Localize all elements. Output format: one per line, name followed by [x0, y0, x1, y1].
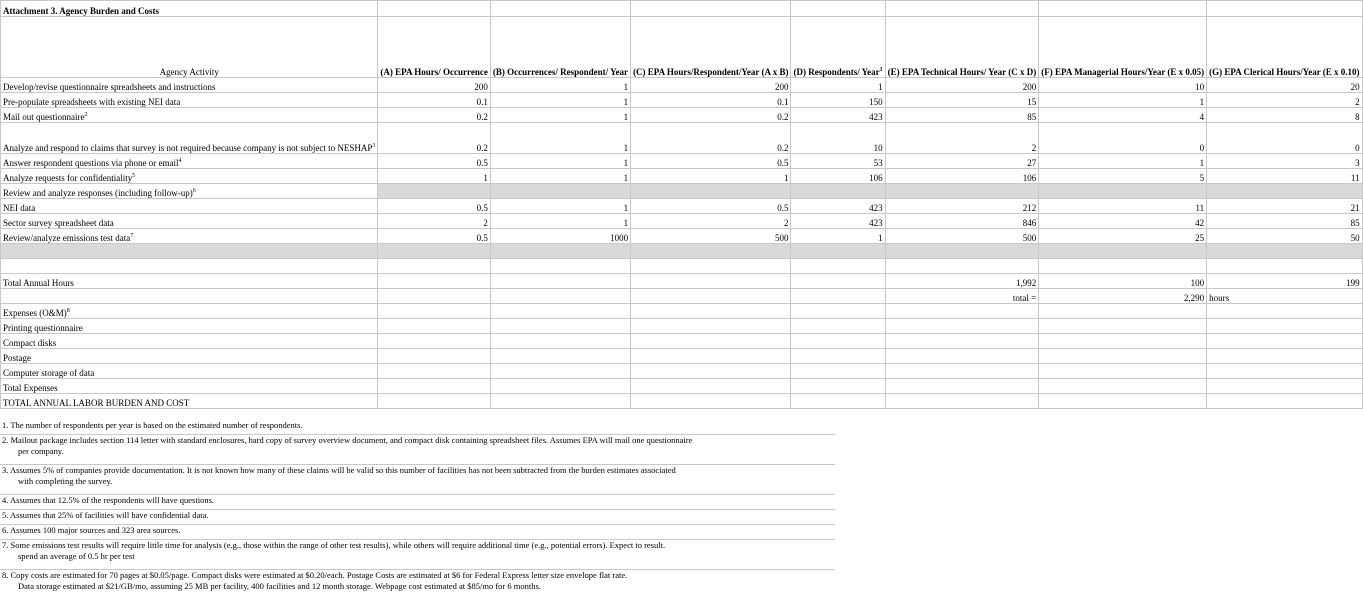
footnote: 5. Assumes that 25% of facilities will have confidential data.: [0, 510, 835, 525]
header-c: (C) EPA Hours/Respondent/Year (A x B): [631, 17, 791, 78]
footnote: 7. Some emissions test results will require little time for analysis (e.g., those within the range of other test results), while others will require additional time (e.g., potential errors). Expect to result. spend an average of 0.5 hr per test: [0, 540, 835, 570]
header-e: (E) EPA Technical Hours/ Year (C x D): [885, 17, 1039, 78]
list-item: Printing questionnaire: [1, 319, 1363, 334]
footnote: 1. The number of respondents per year is based on the estimated number of respondents.: [0, 420, 835, 435]
header-b: (B) Occurrences/ Respondent/ Year: [490, 17, 630, 78]
footnote: 8. Copy costs are estimated for 70 pages at $0.05/page. Compact disks were estimated at $0.20/each. Postage Costs are estimated at $6 for Federal Express letter size envelope flat rate. Data storage estimated at $21/GB/mo, assuming 25 MB per facility, 400 facilities and 12 month storage. Webpage cost estimated at $85/mo for 6 months.: [2, 570, 628, 591]
table-row: Review and analyze responses (including follow-up)$^6$: [1, 184, 1363, 199]
header-row: [1, 17, 1363, 78]
grand-total-labor-row: TOTAL ANNUAL LABOR BURDEN AND COST: [1, 394, 1363, 409]
footnote: 3. Assumes 5% of companies provide documentation. It is not known how many of these claims will be valid so this number of facilities has not been subtracted from the burden estimates associated with completing the survey.: [0, 465, 835, 495]
table-row: Mail out questionnaire$^2$ 0.2 1 0.2 423 85 4 8: [1, 108, 1363, 123]
footnote: 4. Assumes that 12.5% of the respondents will have questions.: [0, 495, 835, 510]
list-item: Postage: [1, 349, 1363, 364]
table-row: Sector survey spreadsheet data 2 1 2 423 846 42 85: [1, 214, 1363, 229]
grand-total-row: total = 2,290 hours: [1, 289, 1363, 304]
list-item: Compact disks: [1, 334, 1363, 349]
table-row: Answer respondent questions via phone or email$^4$ 0.5 1 0.5 53 27 1 3: [1, 154, 1363, 169]
page-title: Attachment 3. Agency Burden and Costs: [1, 1, 378, 17]
footnote: 2. Mailout package includes section 114 letter with standard enclosures, hard copy of survey overview document, and compact disk containing spreadsheet files. Assumes EPA will mail one questionnaire per company.: [0, 435, 835, 465]
total-expenses-row: Total Expenses: [1, 379, 1363, 394]
expenses-row: Expenses (O&M)$^8$: [1, 304, 1363, 319]
table-row: Analyze requests for confidentiality$^5$ 1 1 1 106 106 5 11: [1, 169, 1363, 184]
header-a: (A) EPA Hours/ Occurrence: [378, 17, 490, 78]
table-row: Develop/revise questionnaire spreadsheets and instructions 200 1 200 1 200 10 20: [1, 78, 1363, 93]
table-row: Review/analyze emissions test data$^7$ 0.5 1000 500 1 500 25 50: [1, 229, 1363, 244]
list-item: Computer storage of data: [1, 364, 1363, 379]
separator-row: [1, 244, 1363, 259]
table-row: Pre-populate spreadsheets with existing NEI data 0.1 1 0.1 150 15 1 2: [1, 93, 1363, 108]
header-g: (G) EPA Clerical Hours/Year (E x 0.10): [1207, 17, 1362, 78]
footnotes: [0, 420, 835, 600]
table-row: Analyze and respond to claims that survey is not required because company is not subject to NESHAP$^3$ 0.2 1 0.2 10 2 0 0: [1, 123, 1363, 154]
footnote: 6. Assumes 100 major sources and 323 area sources.: [0, 525, 835, 540]
total-row: Total Annual Hours 1,992 100 199: [1, 274, 1363, 289]
table-row: NEI data 0.5 1 0.5 423 212 11 21: [1, 199, 1363, 214]
header-d: (D) Respondents/ Year$^1$: [791, 17, 885, 78]
header-f: (F) EPA Managerial Hours/Year (E x 0.05): [1039, 17, 1207, 78]
header-activity: Agency Activity: [1, 17, 378, 78]
